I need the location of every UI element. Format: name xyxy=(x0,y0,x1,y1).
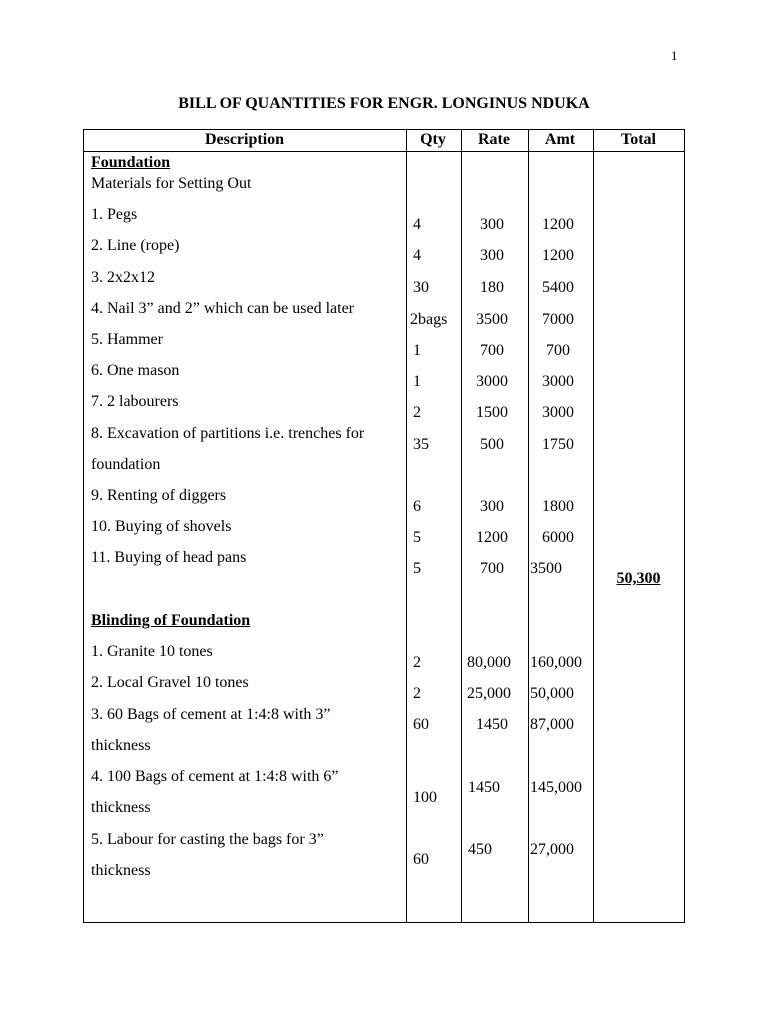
page-number: 1 xyxy=(671,48,678,63)
item-description-continued: thickness xyxy=(91,799,151,816)
item-amount: 3500 xyxy=(530,560,562,577)
item-amount: 87,000 xyxy=(530,716,574,733)
item-description: 4. Nail 3” and 2” which can be used later xyxy=(91,300,355,317)
item-amount: 3000 xyxy=(542,404,574,421)
item-rate: 1500 xyxy=(476,404,508,421)
foundation-total: 50,300 xyxy=(616,570,661,587)
header-description: Description xyxy=(204,131,285,148)
item-description: 4. 100 Bags of cement at 1:4:8 with 6” xyxy=(91,768,339,785)
item-qty: 1 xyxy=(413,373,421,390)
item-qty: 1 xyxy=(413,342,421,359)
column-divider xyxy=(406,130,407,922)
item-rate: 180 xyxy=(480,279,504,296)
item-qty: 60 xyxy=(413,851,429,868)
item-amount: 145,000 xyxy=(530,779,582,796)
item-description-continued: thickness xyxy=(91,862,151,879)
item-description: 10. Buying of shovels xyxy=(91,518,232,535)
item-amount: 5400 xyxy=(542,279,574,296)
item-qty: 5 xyxy=(413,560,421,577)
item-amount: 50,000 xyxy=(530,685,574,702)
item-amount: 7000 xyxy=(542,311,574,328)
item-description: 2. Local Gravel 10 tones xyxy=(91,674,249,691)
header-amt: Amt xyxy=(544,131,576,148)
header-rate: Rate xyxy=(478,131,510,148)
item-description: 5. Hammer xyxy=(91,331,163,348)
item-qty: 2bags xyxy=(410,311,448,328)
item-rate: 300 xyxy=(480,247,504,264)
subheading-setting-out: Materials for Setting Out xyxy=(91,175,252,192)
item-rate: 700 xyxy=(480,342,504,359)
item-qty: 4 xyxy=(413,247,421,264)
item-description: 7. 2 labourers xyxy=(91,393,179,410)
item-qty: 30 xyxy=(413,279,429,296)
item-qty: 60 xyxy=(413,716,429,733)
item-rate: 300 xyxy=(480,498,504,515)
item-rate: 3000 xyxy=(476,373,508,390)
item-qty: 2 xyxy=(413,654,421,671)
document-title: BILL OF QUANTITIES FOR ENGR. LONGINUS NDUKA xyxy=(178,95,590,112)
item-qty: 4 xyxy=(413,216,421,233)
item-description: 6. One mason xyxy=(91,362,180,379)
header-total: Total xyxy=(621,131,656,148)
item-description: 2. Line (rope) xyxy=(91,237,180,254)
item-rate: 25,000 xyxy=(467,685,511,702)
item-description: 11. Buying of head pans xyxy=(91,549,247,566)
section-heading-foundation: Foundation xyxy=(91,154,171,171)
item-description: 1. Pegs xyxy=(91,206,138,223)
item-description: 9. Renting of diggers xyxy=(91,487,227,504)
item-description: 8. Excavation of partitions i.e. trenches for xyxy=(91,425,365,442)
header-qty: Qty xyxy=(420,131,446,148)
item-description: 3. 60 Bags of cement at 1:4:8 with 3” xyxy=(91,706,331,723)
item-amount: 700 xyxy=(546,342,570,359)
item-amount: 27,000 xyxy=(530,841,574,858)
item-description-continued: thickness xyxy=(91,737,151,754)
item-rate: 80,000 xyxy=(467,654,511,671)
item-rate: 1200 xyxy=(476,529,508,546)
item-rate: 300 xyxy=(480,216,504,233)
item-amount: 1200 xyxy=(542,216,574,233)
item-rate: 1450 xyxy=(468,779,500,796)
item-rate: 3500 xyxy=(476,311,508,328)
item-rate: 450 xyxy=(468,841,492,858)
header-divider xyxy=(84,151,684,152)
item-amount: 1200 xyxy=(542,247,574,264)
item-qty: 6 xyxy=(413,498,421,515)
item-qty: 35 xyxy=(413,436,429,453)
item-qty: 5 xyxy=(413,529,421,546)
column-divider xyxy=(593,130,594,922)
item-description: 5. Labour for casting the bags for 3” xyxy=(91,831,324,848)
item-description: 3. 2x2x12 xyxy=(91,269,155,286)
item-qty: 2 xyxy=(413,404,421,421)
item-qty: 2 xyxy=(413,685,421,702)
item-rate: 1450 xyxy=(476,716,508,733)
item-amount: 160,000 xyxy=(530,654,582,671)
item-qty: 100 xyxy=(413,789,437,806)
item-description: 1. Granite 10 tones xyxy=(91,643,213,660)
item-amount: 1750 xyxy=(542,436,574,453)
item-description-continued: foundation xyxy=(91,456,161,473)
section-heading-blinding: Blinding of Foundation xyxy=(91,612,251,629)
item-rate: 500 xyxy=(480,436,504,453)
item-rate: 700 xyxy=(480,560,504,577)
item-amount: 1800 xyxy=(542,498,574,515)
item-amount: 3000 xyxy=(542,373,574,390)
item-amount: 6000 xyxy=(542,529,574,546)
